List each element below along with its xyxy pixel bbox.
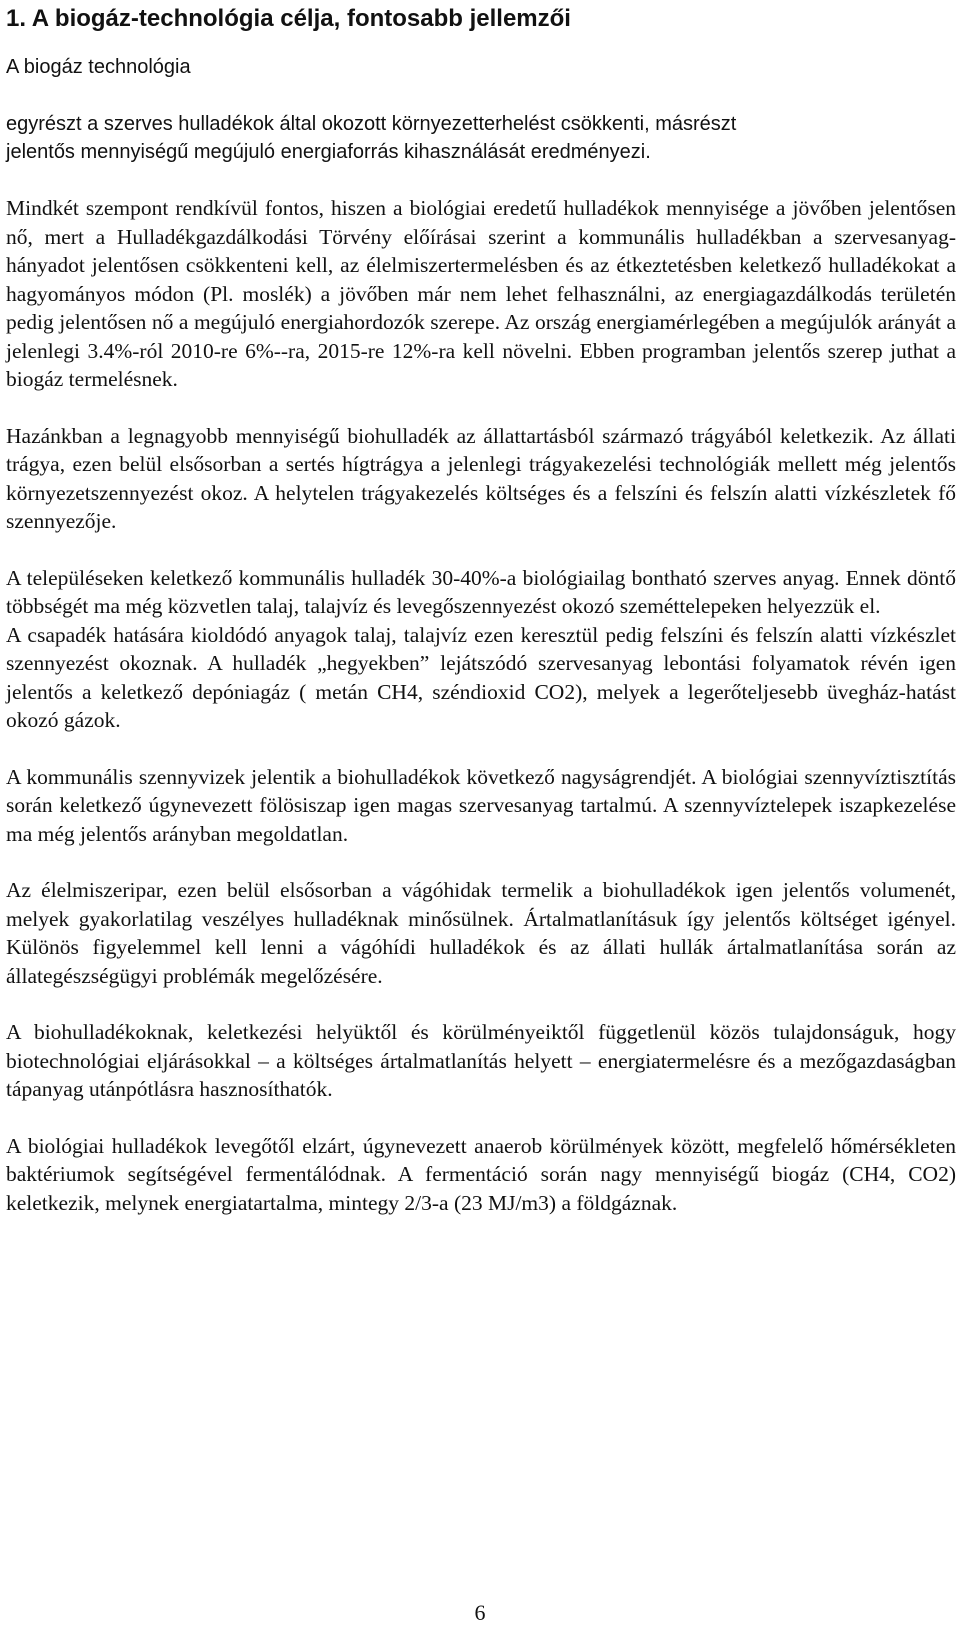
body-paragraph: A településeken keletkező kommunális hulladék 30-40%-a biológiailag bontható szerves anyag. Ennek döntő többségét ma még közvetlen talaj, talajvíz és levegőszennyezést okozó szeméttelepeken helyezzük el. xyxy=(6,565,956,618)
body-paragraph: Mindkét szempont rendkívül fontos, hiszen a biológiai eredetű hulladékok mennyisége a jövőben jelentősen nő, mert a Hulladékgazdálkodási Törvény előírásai szerint a kommunális hulladékban a szervesanyag-hányadot jelentősen csökkenteni kell, az élelmiszertermelésben és az étkeztetésben keletkező hulladékokat a hagyományos módon (Pl. moslék) a jövőben már nem lehet felhasználni, az energiagazdálkodás területén pedig jelentősen nő a megújuló energiahordozók szerepe. Az ország energiamérlegében a megújulók arányát a jelenlegi 3.4%-ról 2010-re 6%--ra, 2015-re 12%-ra kell növelni. Ebben programban jelentős szerep juthat a biogáz termelésnek. xyxy=(6,196,956,391)
body-paragraph: Hazánkban a legnagyobb mennyiségű biohulladék az állattartásból származó trágyából keletkezik. Az állati trágya, ezen belül elsősorban a sertés hígtrágya a jelenlegi trágyakezelési technológiák mellett még jelentős környezetszennyezést okoz. A helytelen trágyakezelés költséges és a felszíni és felszín alatti vízkészletek fő szennyezője. xyxy=(6,423,956,533)
body-paragraph: A csapadék hatására kioldódó anyagok talaj, talajvíz ezen keresztül pedig felszíni és felszín alatti vízkészlet szennyezést okoznak. A hulladék „hegyekben” lejátszódó szervesanyag lebontási folyamatok révén igen jelentős a keletkező depóniagáz ( metán CH4, széndioxid CO2), melyek a legerőteljesebb üvegház-hatást okozó gázok. xyxy=(6,622,956,732)
intro-paragraph xyxy=(6,110,956,166)
page-number: 6 xyxy=(474,1600,486,1625)
body-paragraph: Az élelmiszeripar, ezen belül elsősorban a vágóhidak termelik a biohulladékok igen jelentős volumenét, melyek gyakorlatilag veszélyes hulladéknak minősülnek. Ártalmatlanításuk így jelentős költséget igényel. Különös figyelemmel kell lenni a vágóhídi hulladékok és az állati hullák ártalmatlanítása során az állategészségügyi problémák megelőzésére. xyxy=(6,878,956,988)
section-title: 1. A biogáz-technológia célja, fontosabb jellemzői xyxy=(6,5,571,32)
intro-line-2: jelentős mennyiségű megújuló energiaforrás kihasználását eredményezi. xyxy=(6,141,651,163)
body-paragraph: A biohulladékoknak, keletkezési helyüktől és körülményeiktől függetlenül közös tulajdonságuk, hogy biotechnológiai eljárásokkal – a költséges ártalmatlanítás helyett – energiatermelésre és a mezőgazdaságban tápanyag utánpótlásra hasznosíthatók. xyxy=(6,1020,956,1101)
body-paragraph: A biológiai hulladékok levegőtől elzárt, úgynevezett anaerob körülmények között, megfelelő hőmérsékleten baktériumok segítségével fermentálódnak. A fermentáció során nagy mennyiségű biogáz (CH4, CO2) keletkezik, melynek energiatartalma, mintegy 2/3-a (23 MJ/m3) a földgáznak. xyxy=(6,1133,956,1215)
section-subtitle: A biogáz technológia xyxy=(6,56,191,78)
document-page xyxy=(6,0,956,1217)
body-paragraph: A kommunális szennyvizek jelentik a biohulladékok következő nagyságrendjét. A biológiai szennyvíztisztítás során keletkező úgynevezett fölösiszap igen magas szervesanyag tartalmú. A szennyvíztelepek iszapkezelése ma még jelentős arányban megoldatlan. xyxy=(6,764,956,846)
intro-line-1: egyrészt a szerves hulladékok által okozott környezetterhelést csökkenti, másrészt xyxy=(6,113,737,135)
